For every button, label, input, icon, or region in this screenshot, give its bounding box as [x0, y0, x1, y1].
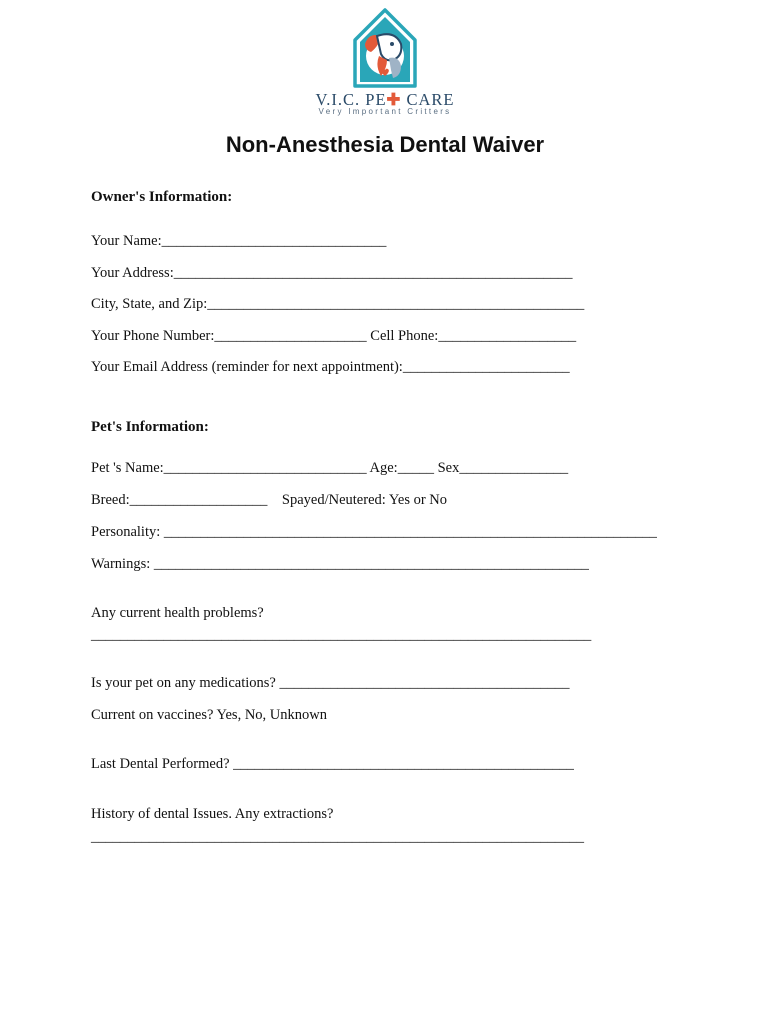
owner-section-heading: Owner's Information: [91, 189, 233, 205]
phone-fields[interactable]: Your Phone Number:_____________________ Cell Phone:___________________ [91, 328, 577, 344]
page-title: Non-Anesthesia Dental Waiver [225, 132, 545, 157]
brand-name: V.I.C. PE✚ CARE [315, 90, 455, 109]
last-dental-field[interactable]: Last Dental Performed? _______________________________________________ [91, 756, 574, 772]
vaccines-question: Current on vaccines? Yes, No, Unknown [91, 707, 327, 723]
email-field[interactable]: Your Email Address (reminder for next appointment):_______________________ [91, 359, 570, 375]
vic-pet-care-logo [349, 6, 421, 92]
dental-history-field[interactable]: ____________________________________________________________________ [91, 829, 584, 845]
medications-field[interactable]: Is your pet on any medications? ________________________________________ [91, 675, 570, 691]
pet-section-heading: Pet's Information: [91, 419, 209, 435]
dental-history-label: History of dental Issues. Any extractions? [91, 806, 334, 822]
personality-field[interactable]: Personality: ____________________________________________________________________ [91, 524, 657, 540]
health-problems-field[interactable]: _____________________________________________________________________ [91, 627, 592, 643]
warnings-field[interactable]: Warnings: ____________________________________________________________ [91, 556, 589, 572]
health-problems-label: Any current health problems? [91, 605, 264, 621]
brand-tagline: Very Important Critters [318, 107, 452, 116]
pet-name-age-sex-fields[interactable]: Pet 's Name:____________________________ Age:_____ Sex_______________ [91, 460, 569, 476]
owner-address-field[interactable]: Your Address:_______________________________________________________ [91, 265, 573, 281]
owner-name-field[interactable]: Your Name:_______________________________ [91, 233, 387, 249]
breed-spayed-field[interactable]: Breed:___________________ Spayed/Neutered: Yes or No [91, 492, 448, 508]
city-state-zip-field[interactable]: City, State, and Zip:____________________________________________________ [91, 296, 585, 312]
medical-cross-icon: ✚ [386, 90, 402, 109]
dog-eye-icon [390, 42, 394, 46]
